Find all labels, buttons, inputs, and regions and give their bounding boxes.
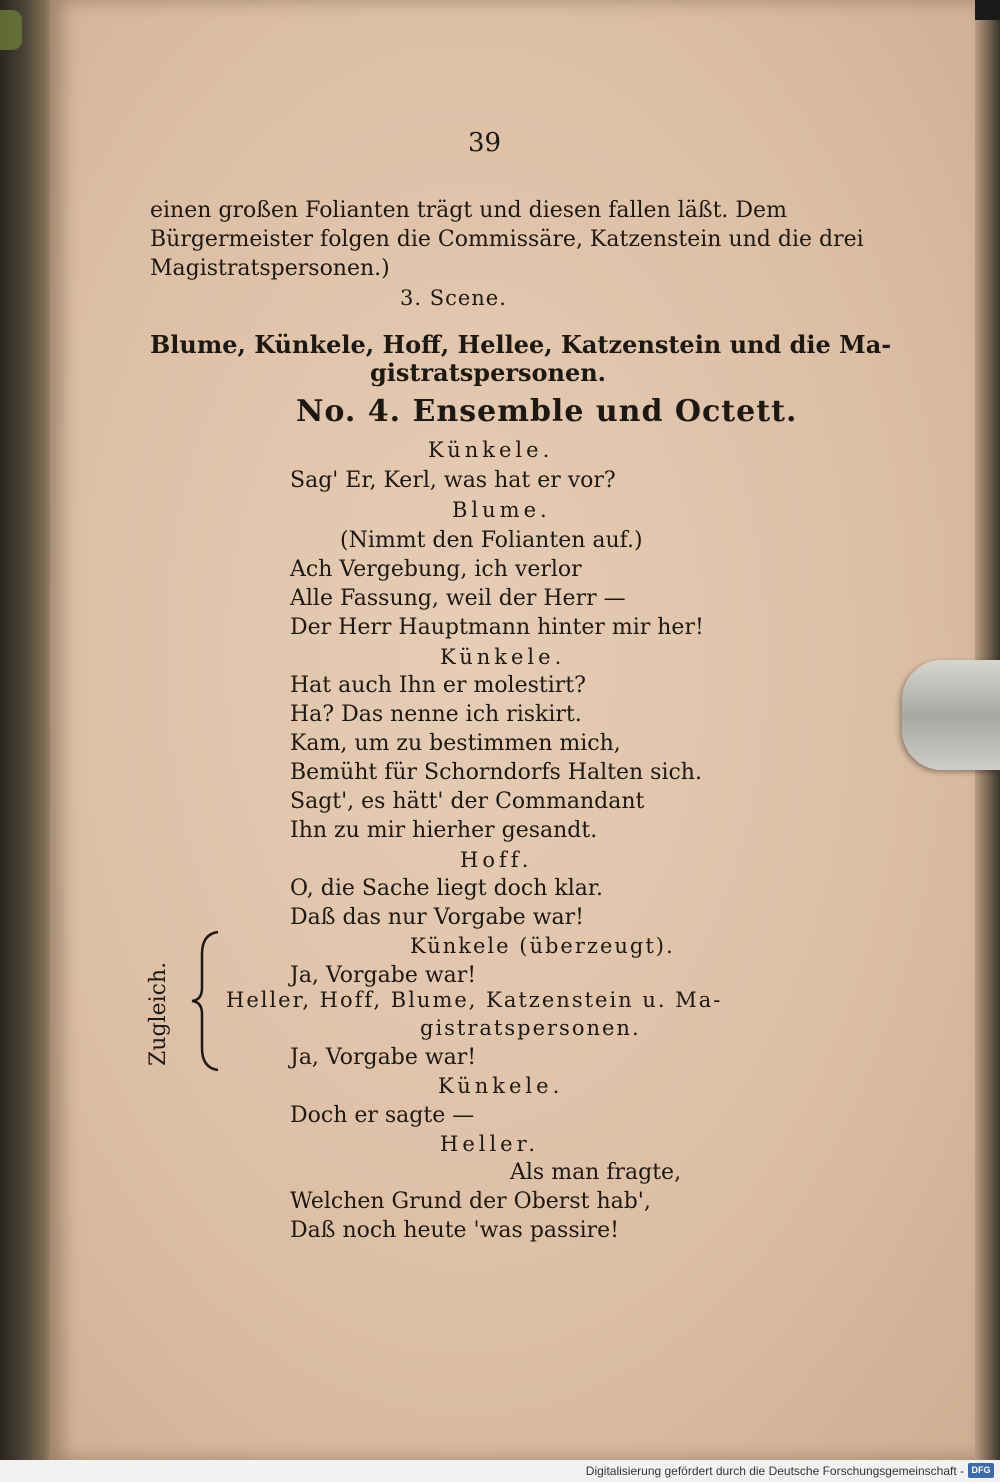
dialogue-line: Ach Vergebung, ich verlor <box>290 557 582 582</box>
dialogue-line: Ja, Vorgabe war! <box>290 1045 477 1070</box>
dialogue-line: Sag' Er, Kerl, was hat er vor? <box>290 468 616 493</box>
page-clip <box>902 660 1000 770</box>
dialogue-line: O, die Sache liegt doch klar. <box>290 876 603 901</box>
scene-heading: 3. Scene. <box>400 286 507 310</box>
dialogue-line: Daß das nur Vorgabe war! <box>290 905 585 930</box>
dfg-logo: DFG <box>968 1463 994 1478</box>
intro-line-1: einen großen Folianten trägt und diesen fallen läßt. Dem <box>150 198 787 223</box>
speaker-hoff: Hoff. <box>460 848 533 872</box>
speaker-group: Heller, Hoff, Blume, Katzenstein u. Ma- <box>226 988 723 1012</box>
stage-direction: (Nimmt den Folianten auf.) <box>340 528 643 553</box>
dialogue-line: Bemüht für Schorndorfs Halten sich. <box>290 760 702 785</box>
intro-line-3: Magistratspersonen.) <box>150 256 390 281</box>
speaker-kuenkele: Künkele (überzeugt). <box>410 934 675 958</box>
speaker-kuenkele: Künkele. <box>428 438 554 462</box>
dialogue-line: Welchen Grund der Oberst hab', <box>290 1189 651 1214</box>
dialogue-line: Kam, um zu bestimmen mich, <box>290 731 621 756</box>
dialogue-line: Der Herr Hauptmann hinter mir her! <box>290 615 704 640</box>
speaker-kuenkele: Künkele. <box>438 1074 564 1098</box>
intro-line-2: Bürgermeister folgen die Commissäre, Katzenstein und die drei <box>150 227 864 252</box>
speaker-kuenkele: Künkele. <box>440 645 566 669</box>
curly-brace <box>188 930 228 1072</box>
footer-bar <box>0 1460 1000 1482</box>
spine-ribbon <box>0 10 22 50</box>
speaker-heller: Heller. <box>440 1132 540 1156</box>
dialogue-line: Ihn zu mir hierher gesandt. <box>290 818 598 843</box>
dialogue-line: Hat auch Ihn er molestirt? <box>290 673 586 698</box>
dialogue-line: Als man fragte, <box>510 1160 682 1185</box>
speaker-blume: Blume. <box>452 498 551 522</box>
dialogue-line: Sagt', es hätt' der Commandant <box>290 789 645 814</box>
dialogue-line: Ja, Vorgabe war! <box>290 963 477 988</box>
dialogue-line: Daß noch heute 'was passire! <box>290 1218 620 1243</box>
speaker-group: gistratspersonen. <box>420 1016 641 1040</box>
dialogue-line: Ha? Das nenne ich riskirt. <box>290 702 582 727</box>
cast-line-1: Blume, Künkele, Hoff, Hellee, Katzenstein und die Ma- <box>150 330 892 359</box>
dialogue-line: Doch er sagte — <box>290 1103 475 1128</box>
cast-line-2: gistratspersonen. <box>370 358 607 387</box>
number-heading: No. 4. Ensemble und Octett. <box>296 394 798 429</box>
dialogue-line: Alle Fassung, weil der Herr — <box>290 586 626 611</box>
side-note-zugleich: Zugleich. <box>146 961 171 1066</box>
page-number: 39 <box>468 128 502 158</box>
footer-credit: Digitalisierung gefördert durch die Deutsche Forschungsgemeinschaft - <box>585 1464 964 1478</box>
